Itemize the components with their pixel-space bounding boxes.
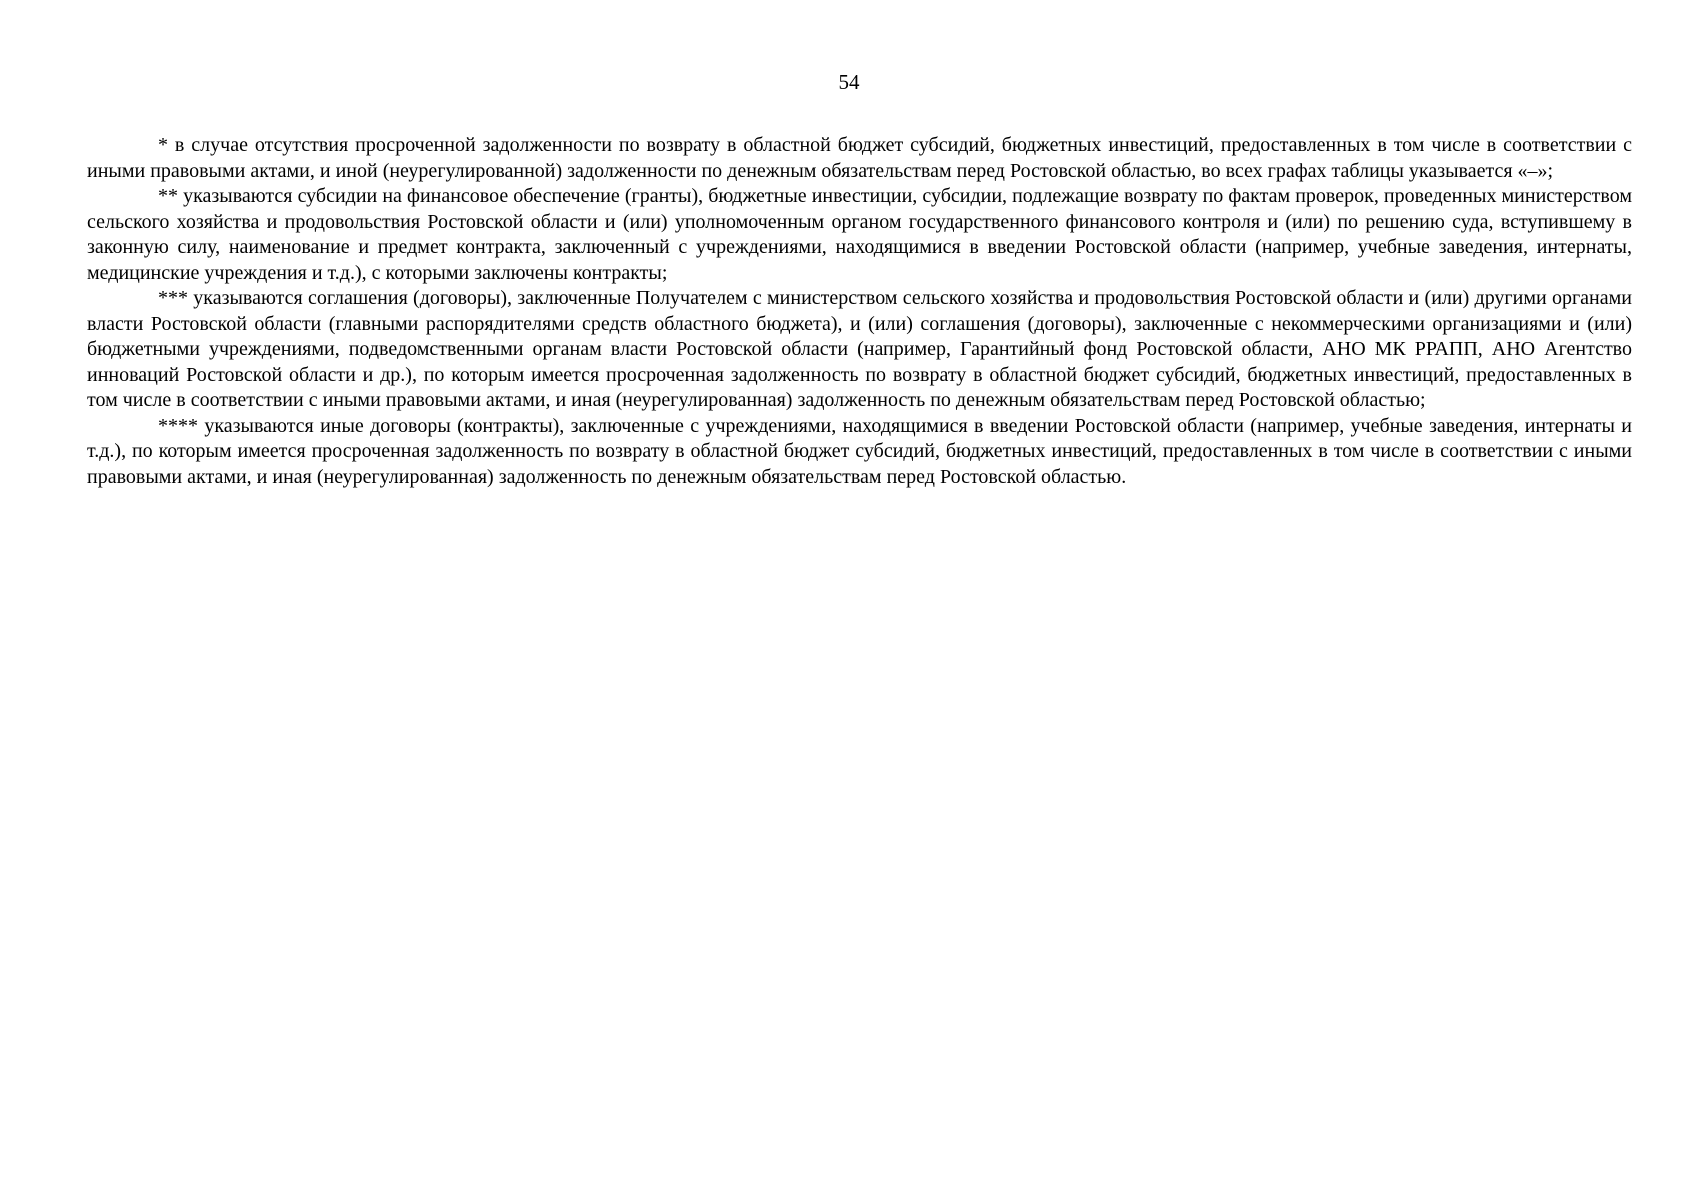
footnote-3: *** указываются соглашения (договоры), заключенные Получателем с министерством сельского хозяйства и продовольствия Ростовской области и (или) другими органами власти Ростовской области (главными распорядителями средств областного бюджета), и (или) соглашения (договоры), заключенные с некоммерческими организациями и (или) бюджетными учреждениями, подведомственными органам власти Ростовской области (например, Гарантийный фонд Ростовской области, АНО МК РРАПП, АНО Агентство инноваций Ростовской области и др.), по которым имеется просроченная задолженность по возврату в областной бюджет субсидий, бюджетных инвестиций, предоставленных в том числе в соответствии с иными правовыми актами, и иная (неурегулированная) задолженность по денежным обязательствам перед Ростовской областью; <box>87 287 1632 411</box>
footnotes <box>87 133 1632 490</box>
footnote-2: ** указываются субсидии на финансовое обеспечение (гранты), бюджетные инвестиции, субсидии, подлежащие возврату по фактам проверок, проведенных министерством сельского хозяйства и продовольствия Ростовской области и (или) уполномоченным органом государственного финансового контроля и (или) по решению суда, вступившему в законную силу, наименование и предмет контракта, заключенный с учреждениями, находящимися в введении Ростовской области (например, учебные заведения, интернаты, медицинские учреждения и т.д.), с которыми заключены контракты; <box>87 185 1632 284</box>
footnote-1: * в случае отсутствия просроченной задолженности по возврату в областной бюджет субсидий, бюджетных инвестиций, предоставленных в том числе в соответствии с иными правовыми актами, и иной (неурегулированной) задолженности по денежным обязательствам перед Ростовской областью, во всех графах таблицы указывается «–»; <box>87 134 1632 182</box>
page-number: 54 <box>838 70 860 94</box>
footnote-4: **** указываются иные договоры (контракты), заключенные с учреждениями, находящимися в введении Ростовской области (например, учебные заведения, интернаты и т.д.), по которым имеется просроченная задолженность по возврату в областной бюджет субсидий, бюджетных инвестиций, предоставленных в том числе в соответствии с иными правовыми актами, и иная (неурегулированная) задолженность по денежным обязательствам перед Ростовской областью. <box>87 414 1632 488</box>
